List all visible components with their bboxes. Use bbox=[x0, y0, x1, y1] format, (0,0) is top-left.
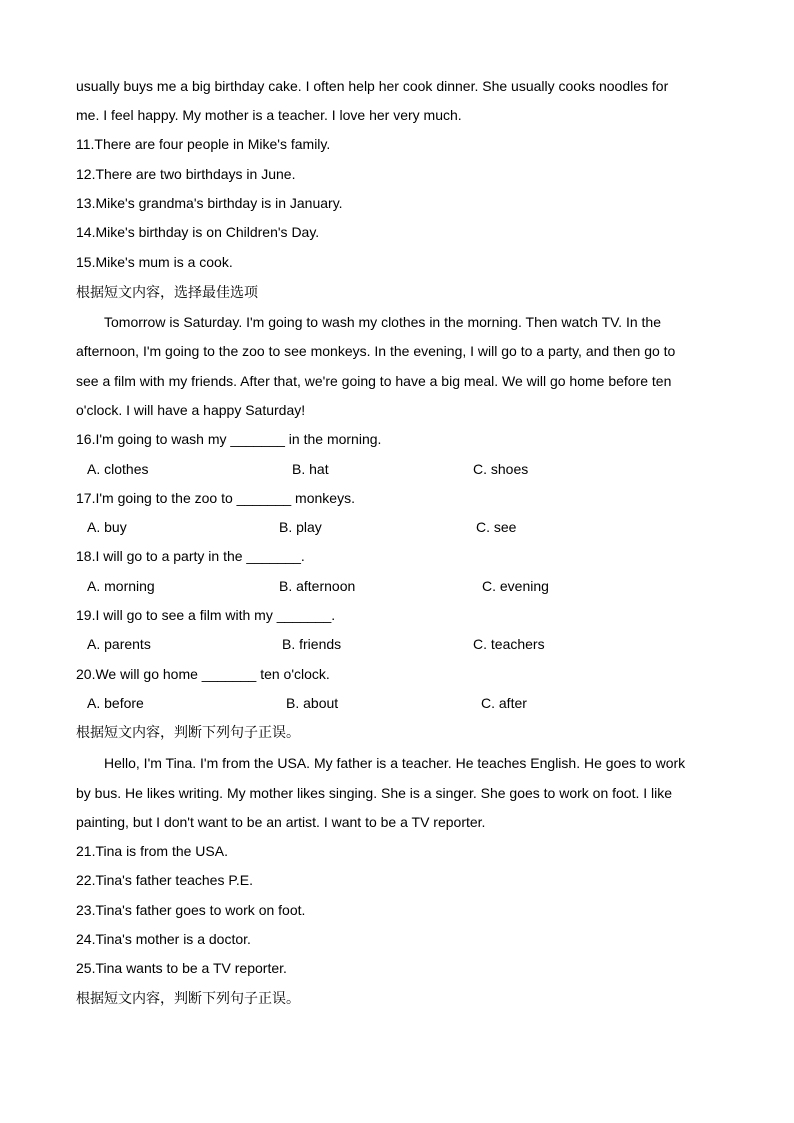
question-24: 24.Tina's mother is a doctor. bbox=[76, 931, 251, 947]
option-a: A. buy bbox=[87, 519, 127, 535]
question-25: 25.Tina wants to be a TV reporter. bbox=[76, 960, 287, 976]
passage-line: by bus. He likes writing. My mother likes singing. She is a singer. She goes to work on foot. I like bbox=[76, 785, 673, 801]
passage-line: usually buys me a big birthday cake. I often help her cook dinner. She usually cooks noodles for bbox=[76, 78, 669, 94]
option-b: B. afternoon bbox=[279, 578, 356, 594]
option-a: A. clothes bbox=[87, 461, 149, 477]
option-a: A. before bbox=[87, 695, 144, 711]
passage-line: painting, but I don't want to be an artist. I want to be a TV reporter. bbox=[76, 814, 486, 830]
option-c: C. teachers bbox=[473, 636, 545, 652]
passage-line: afternoon, I'm going to the zoo to see monkeys. In the evening, I will go to a party, and then go to bbox=[76, 343, 676, 359]
question-11: 11.There are four people in Mike's family. bbox=[76, 136, 331, 152]
option-c: C. evening bbox=[482, 578, 549, 594]
question-12: 12.There are two birthdays in June. bbox=[76, 166, 296, 182]
section-heading-true-false: 根据短文内容，判断下列句子正误。 bbox=[76, 990, 300, 1006]
passage-line: me. I feel happy. My mother is a teacher. I love her very much. bbox=[76, 107, 462, 123]
option-c: C. after bbox=[481, 695, 527, 711]
question-15: 15.Mike's mum is a cook. bbox=[76, 254, 233, 270]
question-14: 14.Mike's birthday is on Children's Day. bbox=[76, 224, 320, 240]
option-c: C. shoes bbox=[473, 461, 529, 477]
question-20: 20.We will go home _______ ten o'clock. bbox=[76, 666, 330, 682]
question-16: 16.I'm going to wash my _______ in the morning. bbox=[76, 431, 382, 447]
option-b: B. friends bbox=[282, 636, 342, 652]
passage-line: o'clock. I will have a happy Saturday! bbox=[76, 402, 306, 418]
question-22: 22.Tina's father teaches P.E. bbox=[76, 872, 254, 888]
passage-line: Hello, I'm Tina. I'm from the USA. My father is a teacher. He teaches English. He goes to work bbox=[104, 755, 686, 771]
section-heading-choice: 根据短文内容，选择最佳选项 bbox=[76, 284, 258, 300]
option-c: C. see bbox=[476, 519, 517, 535]
section-heading-true-false: 根据短文内容，判断下列句子正误。 bbox=[76, 724, 300, 740]
question-17: 17.I'm going to the zoo to _______ monkeys. bbox=[76, 490, 355, 506]
passage-line: see a film with my friends. After that, we're going to have a big meal. We will go home before ten bbox=[76, 373, 672, 389]
question-13: 13.Mike's grandma's birthday is in January. bbox=[76, 195, 343, 211]
option-b: B. play bbox=[279, 519, 322, 535]
question-21: 21.Tina is from the USA. bbox=[76, 843, 228, 859]
option-a: A. morning bbox=[87, 578, 155, 594]
question-19: 19.I will go to see a film with my _______. bbox=[76, 607, 336, 623]
option-a: A. parents bbox=[87, 636, 151, 652]
question-18: 18.I will go to a party in the _______. bbox=[76, 548, 305, 564]
option-b: B. about bbox=[286, 695, 339, 711]
option-b: B. hat bbox=[292, 461, 329, 477]
passage-line: Tomorrow is Saturday. I'm going to wash my clothes in the morning. Then watch TV. In the bbox=[104, 314, 661, 330]
question-23: 23.Tina's father goes to work on foot. bbox=[76, 902, 306, 918]
